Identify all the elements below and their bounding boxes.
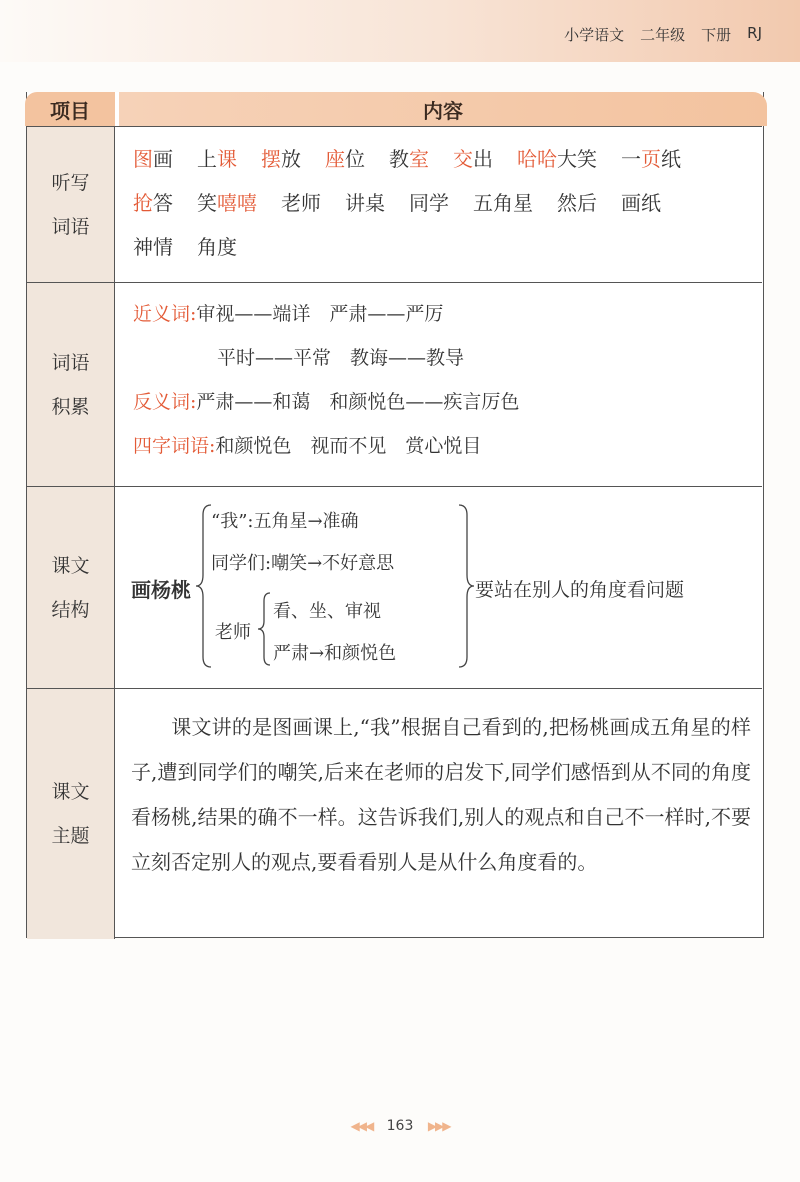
dictation-word: 角度 <box>197 235 237 259</box>
idiom-label: 四字词语: <box>133 435 216 457</box>
row-label-line: 结构 <box>51 599 90 621</box>
structure-teacher: 老师 <box>215 622 251 643</box>
page-header <box>564 24 762 45</box>
row-content <box>115 487 762 689</box>
synonym-line <box>217 343 464 370</box>
left-brace-inner <box>257 591 273 667</box>
dictation-word: 座位 <box>325 147 365 171</box>
synonym-label: 近义词: <box>133 303 197 325</box>
row-label <box>27 487 115 689</box>
row-theme <box>27 688 762 939</box>
row-structure <box>27 486 762 689</box>
synonym-pairs: 审视——端详 严肃——严厉 <box>196 303 444 325</box>
row-label-line: 词语 <box>51 352 90 374</box>
dictation-word: 五角星 <box>473 191 533 215</box>
page-number: 163 <box>386 1118 414 1134</box>
row-label <box>27 689 115 939</box>
row-vocab <box>27 282 762 487</box>
page-footer <box>0 1118 800 1134</box>
dictation-word: 交出 <box>453 147 493 171</box>
row-label-line: 听写 <box>51 172 90 194</box>
next-arrows-icon: ▶▶▶ <box>427 1119 450 1133</box>
summary-table <box>26 92 764 938</box>
dictation-word: 笑嘻嘻 <box>197 191 257 215</box>
table-header <box>25 92 767 126</box>
header-item-cell: 项目 <box>25 92 115 126</box>
row-label-line: 课文 <box>51 781 90 803</box>
dictation-line <box>133 187 685 216</box>
theme-text: 课文讲的是图画课上,“我”根据自己看到的,把杨桃画成五角星的样子,遭到同学们的嘲笑,后来在老师的启发下,同学们感悟到从不同的角度看杨桃,结果的确不一样。这告诉我们,别人的观点和自己不一样时,不要立刻否定别人的观点,要看看别人是从什么角度看的。 <box>131 715 751 874</box>
dictation-word: 一页纸 <box>621 147 681 171</box>
antonym-pairs: 严肃——和蔼 和颜悦色——疾言厉色 <box>196 391 520 413</box>
antonym-label: 反义词: <box>133 391 197 413</box>
dictation-word: 哈哈大笑 <box>517 147 597 171</box>
structure-me: “我”:五角星→准确 <box>211 511 359 532</box>
row-label <box>27 127 115 283</box>
row-label-line: 积累 <box>51 396 90 418</box>
structure-classmates: 同学们:嘲笑→不好意思 <box>211 553 395 574</box>
row-content <box>115 689 762 939</box>
structure-teacher-a: 看、坐、审视 <box>273 601 381 622</box>
dictation-word: 画纸 <box>621 191 661 215</box>
dictation-word: 然后 <box>557 191 597 215</box>
dictation-word: 摆放 <box>261 147 301 171</box>
edition-label: RJ <box>747 24 762 42</box>
row-dictation <box>27 126 762 283</box>
dictation-line <box>133 231 261 260</box>
structure-conclusion: 要站在别人的角度看问题 <box>475 579 685 601</box>
dictation-word: 同学 <box>409 191 449 215</box>
row-content <box>115 127 762 283</box>
row-label-line: 词语 <box>51 216 90 238</box>
dictation-word: 老师 <box>281 191 321 215</box>
row-label-line: 课文 <box>51 555 90 577</box>
dictation-word: 教室 <box>389 147 429 171</box>
idiom-list: 和颜悦色 视而不见 赏心悦目 <box>215 435 482 457</box>
structure-teacher-b: 严肃→和颜悦色 <box>273 643 397 664</box>
row-label <box>27 283 115 487</box>
dictation-word: 上课 <box>197 147 237 171</box>
right-brace <box>455 503 475 669</box>
idiom-line <box>133 431 481 458</box>
subject-label: 小学语文 <box>564 26 625 44</box>
synonym-line <box>133 299 443 326</box>
dictation-word: 抢答 <box>133 191 173 215</box>
dictation-line <box>133 143 705 172</box>
header-content-cell: 内容 <box>119 92 767 126</box>
volume-label: 下册 <box>701 26 732 44</box>
prev-arrows-icon: ◀◀◀ <box>350 1119 373 1133</box>
dictation-word: 讲桌 <box>345 191 385 215</box>
antonym-line <box>133 387 519 414</box>
structure-title: 画杨桃 <box>131 578 191 602</box>
dictation-word: 图画 <box>133 147 173 171</box>
row-label-line: 主题 <box>51 825 90 847</box>
row-content <box>115 283 762 487</box>
theme-paragraph <box>131 705 751 885</box>
dictation-word: 神情 <box>133 235 173 259</box>
synonym-pairs: 平时——平常 教诲——教导 <box>217 347 465 369</box>
grade-label: 二年级 <box>640 26 686 44</box>
